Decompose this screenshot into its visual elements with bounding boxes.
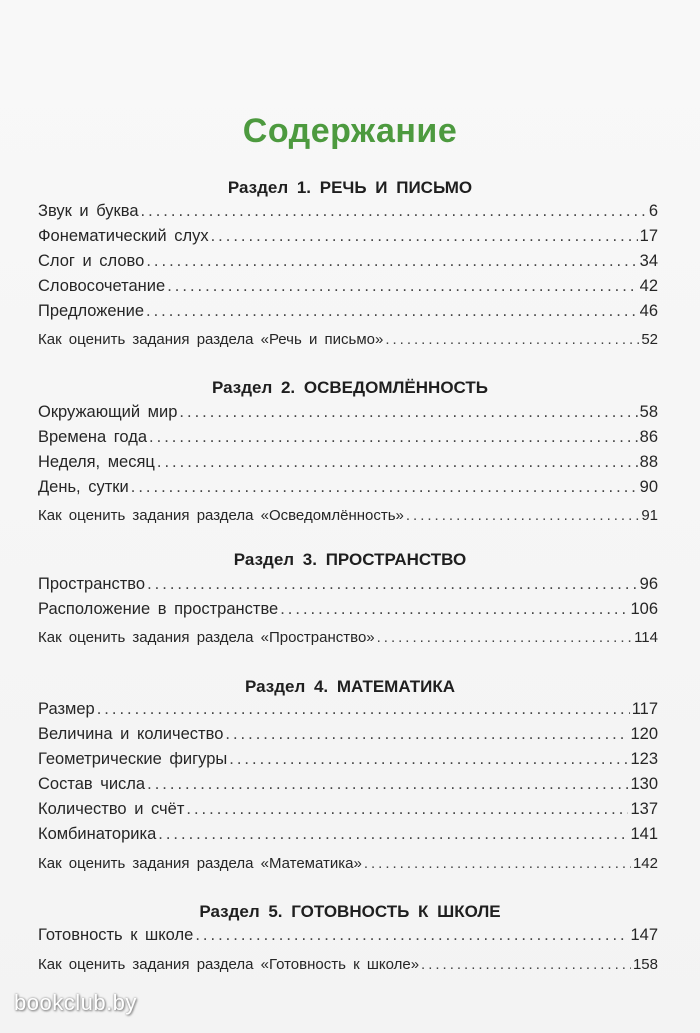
toc-item-label: Звук и буква: [38, 202, 139, 220]
toc-item-page: 120: [630, 725, 658, 743]
toc-item[interactable]: [38, 478, 658, 502]
toc-item[interactable]: [38, 750, 658, 774]
toc-item[interactable]: [38, 252, 658, 276]
toc-item-page: 88: [639, 453, 658, 471]
toc-leader-dots: [149, 428, 638, 447]
toc-item-page: 141: [630, 825, 658, 843]
toc-item[interactable]: [38, 202, 658, 226]
toc-item-page: 17: [639, 227, 658, 245]
toc-item-label: Как оценить задания раздела «Математика»: [38, 855, 362, 872]
toc-item-label: Как оценить задания раздела «Осведомлённость»: [38, 507, 404, 524]
toc-item-page: 114: [634, 629, 658, 646]
toc-item-label: Геометрические фигуры: [38, 750, 228, 768]
toc-leader-dots: [406, 507, 639, 524]
toc-item[interactable]: [38, 453, 658, 477]
toc-item-page: 130: [630, 775, 658, 793]
toc-item[interactable]: [38, 302, 658, 326]
toc-item-label: Комбинаторика: [38, 825, 157, 843]
toc-item[interactable]: [38, 629, 658, 653]
toc-item-label: День, сутки: [38, 478, 129, 496]
toc-item[interactable]: [38, 227, 658, 251]
toc-item[interactable]: [38, 507, 658, 531]
toc-item-label: Количество и счёт: [38, 800, 185, 818]
toc-leader-dots: [385, 331, 639, 348]
toc-leader-dots: [179, 403, 637, 422]
toc-item-label: Состав числа: [38, 775, 146, 793]
toc-item-page: 123: [630, 750, 658, 768]
toc-item[interactable]: [38, 775, 658, 799]
section-heading-2: Раздел 2. ОСВЕДОМЛЁННОСТЬ: [211, 378, 489, 397]
toc-item[interactable]: [38, 700, 658, 724]
toc-leader-dots: [211, 227, 638, 246]
toc-leader-dots: [167, 277, 637, 296]
page-title: Содержание: [242, 112, 458, 150]
toc-leader-dots: [147, 775, 628, 794]
section-heading-3: Раздел 3. ПРОСТРАНСТВО: [233, 550, 467, 569]
toc-item[interactable]: [38, 800, 658, 824]
toc-leader-dots: [377, 629, 632, 646]
toc-item-page: 137: [630, 800, 658, 818]
toc-item-label: Величина и количество: [38, 725, 224, 743]
toc-leader-dots: [97, 700, 630, 719]
toc-item-page: 117: [631, 700, 658, 718]
toc-item[interactable]: [38, 600, 658, 624]
toc-leader-dots: [195, 926, 628, 945]
toc-item[interactable]: [38, 331, 658, 355]
toc-item[interactable]: [38, 825, 658, 849]
toc-leader-dots: [158, 825, 628, 844]
toc-item-label: Окружающий мир: [38, 403, 178, 421]
toc-item-label: Как оценить задания раздела «Готовность к школе»: [38, 956, 420, 973]
watermark: bookclub.by: [14, 990, 137, 1015]
toc-leader-dots: [186, 800, 628, 819]
section-heading-5: Раздел 5. ГОТОВНОСТЬ К ШКОЛЕ: [199, 902, 501, 921]
toc-item[interactable]: [38, 725, 658, 749]
toc-item[interactable]: [38, 575, 658, 599]
toc-item[interactable]: [38, 855, 658, 879]
toc-leader-dots: [225, 725, 628, 744]
toc-item-label: Фонематический слух: [38, 227, 209, 245]
toc-leader-dots: [146, 252, 637, 271]
toc-item[interactable]: [38, 403, 658, 427]
toc-item-page: 90: [639, 478, 658, 496]
toc-item-label: Как оценить задания раздела «Пространство»: [38, 629, 375, 646]
toc-leader-dots: [421, 956, 631, 973]
toc-item[interactable]: [38, 428, 658, 452]
toc-item-page: 86: [639, 428, 658, 446]
toc-item-label: Готовность к школе: [38, 926, 194, 944]
toc-item-label: Расположение в пространстве: [38, 600, 279, 618]
toc-item-label: Неделя, месяц: [38, 453, 155, 471]
toc-item-label: Как оценить задания раздела «Речь и письмо»: [38, 331, 384, 348]
toc-leader-dots: [141, 202, 647, 221]
toc-leader-dots: [157, 453, 638, 472]
toc-item-page: 46: [639, 302, 658, 320]
toc-item[interactable]: [38, 277, 658, 301]
toc-leader-dots: [147, 575, 638, 594]
toc-item-label: Предложение: [38, 302, 145, 320]
toc-item[interactable]: [38, 956, 658, 980]
section-heading-1: Раздел 1. РЕЧЬ И ПИСЬМО: [227, 178, 473, 197]
toc-item-page: 6: [648, 202, 658, 220]
toc-item-page: 147: [630, 926, 658, 944]
toc-item-label: Времена года: [38, 428, 148, 446]
toc-leader-dots: [131, 478, 638, 497]
section-heading-4: Раздел 4. МАТЕМАТИКА: [244, 677, 456, 696]
toc-item-page: 96: [639, 575, 658, 593]
toc-item-page: 34: [639, 252, 658, 270]
toc-item-label: Размер: [38, 700, 95, 718]
toc-leader-dots: [229, 750, 628, 769]
toc-item-page: 142: [632, 855, 658, 872]
toc-leader-dots: [280, 600, 628, 619]
toc-item-page: 58: [639, 403, 658, 421]
toc-item-page: 158: [632, 956, 658, 973]
toc-leader-dots: [364, 855, 631, 872]
toc-item[interactable]: [38, 926, 658, 950]
toc-item-page: 42: [639, 277, 658, 295]
toc-item-label: Пространство: [38, 575, 146, 593]
toc-item-page: 91: [641, 507, 658, 524]
toc-item-page: 106: [630, 600, 658, 618]
toc-item-label: Слог и слово: [38, 252, 145, 270]
toc-leader-dots: [146, 302, 638, 321]
toc-item-page: 52: [641, 331, 658, 348]
toc-item-label: Словосочетание: [38, 277, 166, 295]
